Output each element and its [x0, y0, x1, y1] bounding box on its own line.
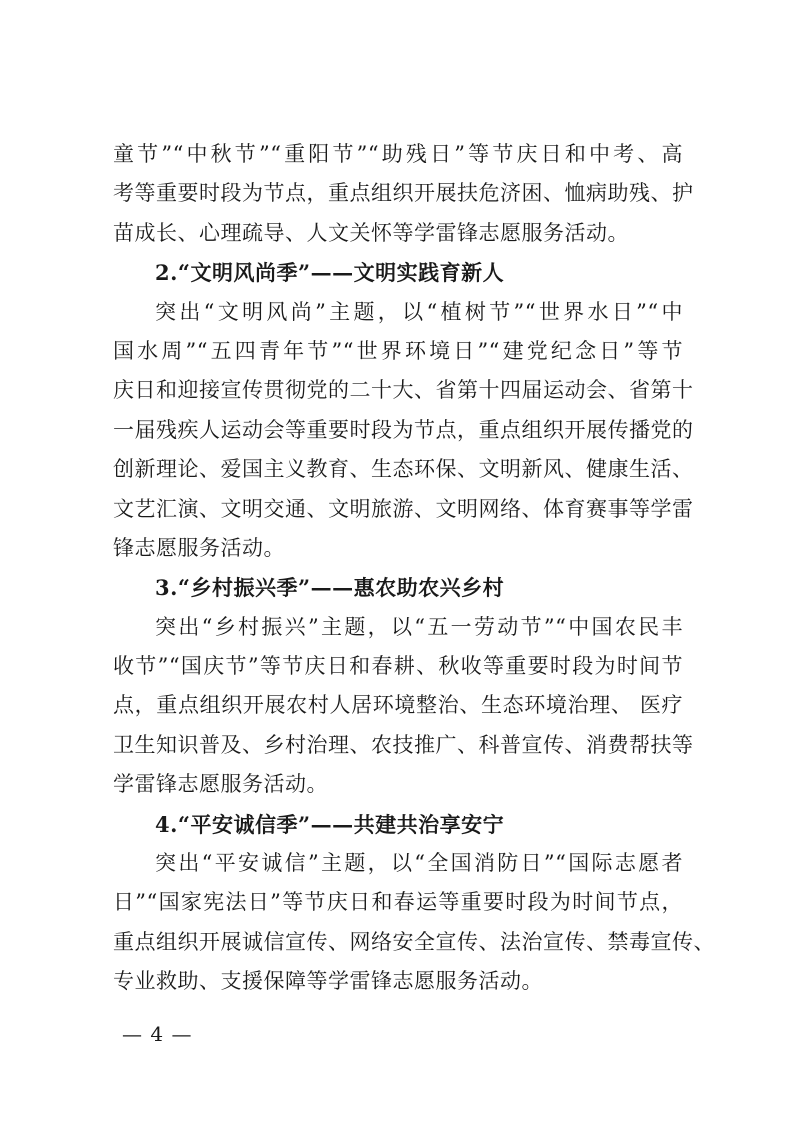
page-number: — 4 —	[122, 1022, 193, 1046]
text-line: 突出“乡村振兴”主题，以“五一劳动节”“中国农民丰	[155, 614, 683, 639]
text-line: 童节”“中秋节”“重阳节”“助残日”等节庆日和中考、高	[113, 142, 683, 166]
text-line: 庆日和迎接宣传贯彻党的二十大、省第十四届运动会、省第十	[113, 378, 694, 403]
text-line: 卫生知识普及、乡村治理、农技推广、科普宣传、消费帮扶等	[113, 732, 694, 757]
text-line: 国水周”“五四青年节”“世界环境日”“建党纪念日”等节	[113, 338, 683, 363]
text-line: 文艺汇演、文明交通、文明旅游、文明网络、体育赛事等学雷	[113, 496, 694, 521]
text-line: 苗成长、心理疏导、人文关怀等学雷锋志愿服务活动。	[113, 220, 629, 245]
text-line: 突出“平安诚信”主题，以“全国消防日”“国际志愿者	[155, 851, 683, 876]
text-line: 点，重点组织开展农村人居环境整治、生态环境治理、 医疗	[113, 693, 683, 718]
document-body	[113, 135, 715, 1002]
section-heading: 4.“平安诚信季”——共建共治享安宁	[155, 811, 505, 837]
text-line: 创新理论、爱国主义教育、生态环保、文明新风、健康生活、	[113, 457, 694, 482]
section-heading: 3.“乡村振兴季”——惠农助农兴乡村	[155, 575, 505, 601]
text-line: 学雷锋志愿服务活动。	[113, 772, 328, 797]
text-line: 专业救助、支援保障等学雷锋志愿服务活动。	[113, 969, 543, 994]
section-heading: 2.“文明风尚季”——文明实践育新人	[155, 260, 505, 286]
text-line: 锋志愿服务活动。	[113, 535, 285, 560]
text-line: 一届残疾人运动会等重要时段为节点，重点组织开展传播党的	[113, 417, 694, 442]
text-line: 考等重要时段为节点，重点组织开展扶危济困、恤病助残、护	[113, 181, 694, 206]
text-line: 收节”“国庆节”等节庆日和春耕、秋收等重要时段为时间节	[113, 654, 683, 679]
text-line: 突出“文明风尚”主题，以“植树节”“世界水日”“中	[155, 299, 683, 324]
text-line: 日”“国家宪法日”等节庆日和春运等重要时段为时间节点，	[113, 890, 683, 915]
text-line: 重点组织开展诚信宣传、网络安全宣传、法治宣传、禁毒宣传、	[113, 929, 715, 954]
